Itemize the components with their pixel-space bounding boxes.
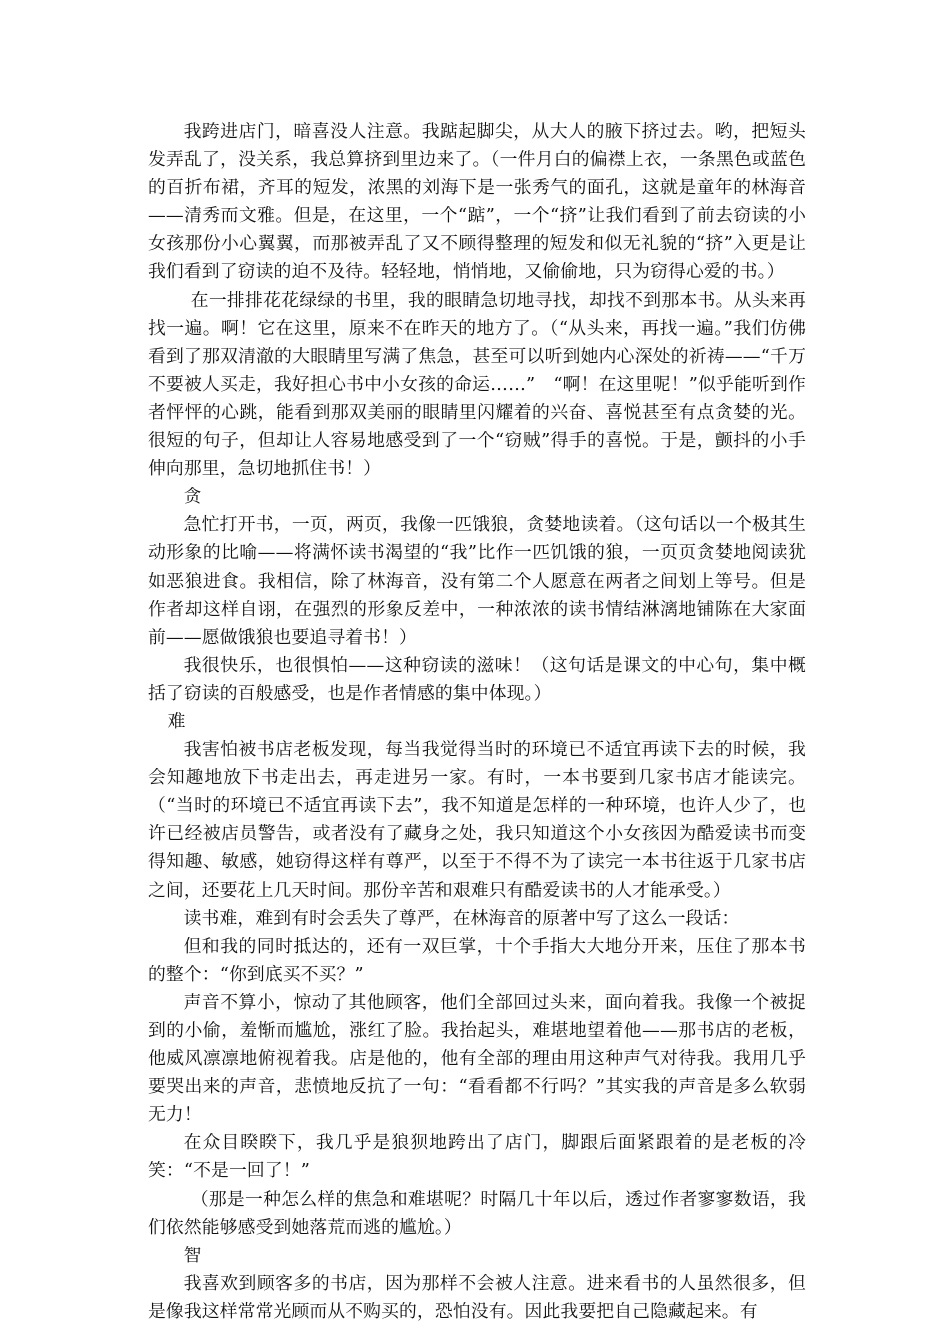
- paragraph-reading-hard: 读书难，难到有时会丢失了尊严，在林海音的原著中写了这么一段话：: [183, 907, 740, 929]
- paragraph-leaving-store: 在众目睽睽下，我几乎是狼狈地跨出了店门，脚跟后面紧跟着的是老板的冷笑：“不是一回了！”: [148, 1132, 806, 1182]
- document-body: [148, 118, 806, 1326]
- paragraph-embarrassment-note: （那是一种怎么样的焦急和难堪呢？时隔几十年以后，透过作者寥寥数语，我们依然能够感受到她落荒而逃的尴尬。）: [148, 1188, 806, 1238]
- paragraph-searching-book: 在一排排花花绿绿的书里，我的眼睛急切地寻找，却找不到那本书。从头来再找一遍。啊！它在这里，原来不在昨天的地方了。（“从头来，再找一遍。”我们仿佛看到了那双清澈的大眼睛里写满了焦急，甚至可以听到她内心深处的祈祷——“千万不要被人买走，我好担心书中小女孩的命运……” “啊！在这里呢！”似乎能听到作者怦怦的心跳，能看到那双美丽的眼睛里闪耀着的兴奋、喜悦甚至有点贪婪的光。很短的句子，但却让人容易地感受到了一个“窃贼”得手的喜悦。于是，颤抖的小手伸向那里，急切地抓住书！）: [148, 289, 806, 480]
- paragraph-giant-palm: 但和我的同时抵达的，还有一双巨掌，十个手指大大地分开来，压住了那本书的整个：“你到底买不买？”: [148, 935, 806, 985]
- paragraph-entering-store: 我跨进店门，暗喜没人注意。我踮起脚尖，从大人的腋下挤过去。哟，把短头发弄乱了，没关系，我总算挤到里边来了。（一件月白的偏襟上衣，一条黑色或蓝色的百折布裙，齐耳的短发，浓黑的刘海下是一张秀气的面孔，这就是童年的林海音——清秀而文雅。但是，在这里，一个“踮”，一个“挤”让我们看到了前去窃读的小女孩那份小心翼翼，而那被弄乱了又不顾得整理的短发和似无礼貌的“挤”入更是让我们看到了窃读的迫不及待。轻轻地，悄悄地，又偷偷地，只为窃得心爱的书。）: [148, 121, 806, 283]
- section-heading-greed: 贪: [183, 486, 202, 508]
- paragraph-caught-thief: 声音不算小，惊动了其他顾客，他们全部回过头来，面向着我。我像一个被捉到的小偷，羞惭而尴尬，涨红了脸。我抬起头，难堪地望着他——那书店的老板，他威风凛凛地俯视着我。店是他的，他有全部的理由用这种声气对待我。我用几乎要哭出来的声音，悲愤地反抗了一句：“看看都不行吗？”其实我的声音是多么软弱无力！: [148, 991, 806, 1126]
- section-heading-difficulty: 难: [167, 710, 186, 732]
- paragraph-hungry-wolf: 急忙打开书，一页，两页，我像一匹饿狼，贪婪地读着。（这句话以一个极其生动形象的比喻——将满怀读书渴望的“我”比作一匹饥饿的狼，一页页贪婪地阅读犹如恶狼进食。我相信，除了林海音，没有第二个人愿意在两者之间划上等号。但是作者却这样自诩，在强烈的形象反差中，一种浓浓的读书情结淋漓地铺陈在大家面前——愿做饿狼也要追寻着书！）: [148, 514, 806, 648]
- paragraph-afraid-of-owner: 我害怕被书店老板发现，每当我觉得当时的环境已不适宜再读下去的时候，我会知趣地放下书走出去，再走进另一家。有时，一本书要到几家书店才能读完。（“当时的环境已不适宜再读下去”，我不知道是怎样的一种环境，也许人少了，也许已经被店员警告，或者没有了藏身之处，我只知道这个小女孩因为酷爱读书而变得知趣、敏感，她窃得这样有尊严，以至于不得不为了读完一本书往返于几家书店之间，还要花上几天时间。那份辛苦和艰难只有酷爱读书的人才能承受。）: [148, 739, 806, 901]
- section-heading-wisdom: 智: [183, 1244, 202, 1266]
- paragraph-central-sentence: 我很快乐，也很惧怕——这种窃读的滋味！（这句话是课文的中心句，集中概括了窃读的百般感受，也是作者情感的集中体现。）: [148, 654, 806, 704]
- paragraph-busy-bookstore: 我喜欢到顾客多的书店，因为那样不会被人注意。进来看书的人虽然很多，但是像我这样常常光顾而从不购买的，恐怕没有。因此我要把自己隐藏起来。有: [148, 1272, 806, 1322]
